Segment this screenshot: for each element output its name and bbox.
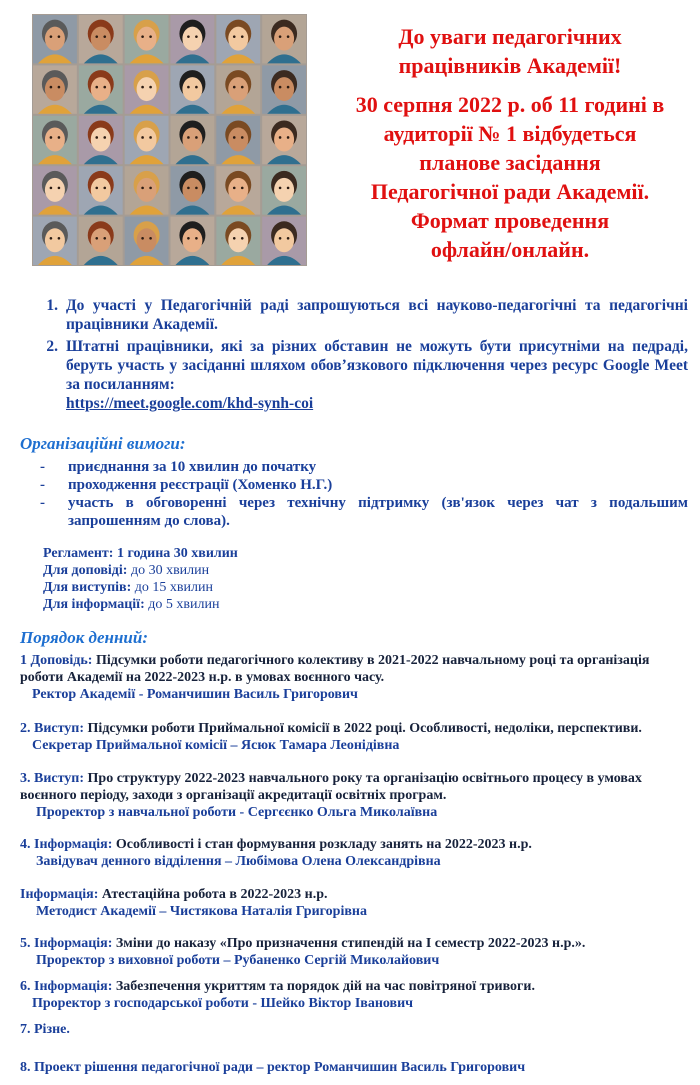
regulation-label: Для інформації:: [43, 597, 145, 612]
avatar-icon: [216, 15, 260, 63]
agenda-item: [20, 652, 688, 703]
agenda-prefix: 6. Інформація:: [20, 979, 113, 994]
agenda-topic: Підсумки роботи педагогічного колективу в 2021-2022 навчальному році та організація роботи Академії на 2022-2023 н.р. в умовах воєнного часу.: [20, 653, 650, 685]
agenda-prefix: 8. Проект рішення педагогічної ради – ректор Романчишин Василь Григорович: [20, 1060, 526, 1075]
agenda-item: [20, 720, 688, 754]
list-item: [40, 476, 688, 494]
dash-bullet: -: [40, 477, 45, 493]
avatar-icon: [125, 166, 169, 214]
avatar-icon: [33, 116, 77, 164]
announcement-line: аудиторії № 1 відбудеться: [383, 121, 637, 146]
avatar-icon: [171, 166, 215, 214]
regulation-total: Регламент: 1 година 30 хвилин: [43, 546, 238, 561]
avatar-icon: [216, 116, 260, 164]
regulation-block: [43, 545, 238, 613]
avatar-icon: [262, 15, 306, 63]
avatar-icon: [262, 217, 306, 265]
announcement-line: планове засідання: [419, 150, 601, 175]
announcement-line: працівників Академії!: [398, 53, 622, 78]
agenda-topic: Атестаційна робота в 2022-2023 н.р.: [101, 887, 328, 902]
agenda-item: [20, 836, 688, 870]
agenda-prefix: 1 Доповідь:: [20, 653, 93, 668]
avatar-icon: [33, 65, 77, 113]
list-text: проходження реєстрації (Хоменко Н.Г.): [68, 477, 333, 493]
agenda-item: [20, 935, 688, 969]
agenda-speaker: Секретар Приймальної комісії – Ясюк Тамара Леонідівна: [32, 738, 400, 753]
agenda-speaker: Проректор з виховної роботи – Рубаненко Сергій Миколайович: [36, 953, 440, 968]
avatar-icon: [33, 166, 77, 214]
announcement-line: Формат проведення: [410, 208, 610, 233]
avatar-icon: [125, 217, 169, 265]
agenda-topic: Забезпечення укриттям та порядок дій на час повітряної тривоги.: [115, 979, 535, 994]
agenda-prefix: 5. Інформація:: [20, 936, 113, 951]
list-number: 1.: [46, 297, 58, 314]
avatar-icon: [216, 217, 260, 265]
list-text: приєднання за 10 хвилин до початку: [68, 459, 317, 475]
agenda-item: [20, 1021, 688, 1038]
agenda-speaker: Проректор з господарської роботи - Шейко Віктор Іванович: [32, 996, 414, 1011]
agenda-speaker: Ректор Академії - Романчишин Василь Григорович: [32, 687, 358, 702]
list-item: [22, 296, 688, 334]
avatar-icon: [79, 217, 123, 265]
agenda-item: [20, 770, 688, 821]
list-text: До участі у Педагогічній раді запрошуються всі науково-педагогічні та педагогічні працівники Академії.: [66, 297, 688, 333]
list-item: [40, 458, 688, 476]
list-text: участь в обговоренні через технічну підтримку (зв'язок через чат з подальшим запрошенням до слова).: [68, 495, 688, 529]
avatar-icon: [262, 166, 306, 214]
intro-list: [22, 296, 688, 416]
announcement-line: Педагогічної ради Академії.: [370, 179, 650, 204]
announcement-line: До уваги педагогічних: [398, 24, 622, 49]
agenda-topic: Особливості і стан формування розкладу занять на 2022-2023 н.р.: [115, 837, 532, 852]
agenda-speaker: Проректор з навчальної роботи - Сергєєнко Ольга Миколаївна: [36, 805, 438, 820]
regulation-label: Для виступів:: [43, 580, 132, 595]
dash-bullet: -: [40, 459, 45, 475]
agenda-prefix: 7. Різне.: [20, 1022, 70, 1037]
agenda-topic: Про структуру 2022-2023 навчального року та організацію освітнього процесу в умовах воєнного періоду, заходи з організації акредитації освітніх програм.: [20, 771, 642, 803]
avatar-icon: [125, 65, 169, 113]
avatar-icon: [216, 166, 260, 214]
avatar-icon: [79, 166, 123, 214]
avatar-icon: [79, 15, 123, 63]
avatar-icon: [79, 65, 123, 113]
agenda-title: Порядок денний:: [20, 628, 148, 647]
avatar-icon: [262, 65, 306, 113]
avatar-icon: [33, 15, 77, 63]
avatar-icon: [79, 116, 123, 164]
list-text: Штатні працівники, які за різних обставин не можуть бути присутніми на педраді, беруть участь у засіданні шляхом обов’язкового підключення через ресурс Google Meet за посиланням:: [66, 338, 688, 393]
dash-bullet: -: [40, 495, 45, 511]
people-avatars-illustration: [32, 14, 307, 266]
avatar-icon: [216, 65, 260, 113]
agenda-prefix: 4. Інформація:: [20, 837, 113, 852]
avatar-icon: [125, 15, 169, 63]
requirements-list: [40, 458, 688, 530]
avatar-icon: [171, 116, 215, 164]
requirements-title: Організаційні вимоги:: [20, 434, 186, 453]
list-item: [22, 337, 688, 413]
avatar-icon: [171, 65, 215, 113]
agenda-speaker: Завідувач денного відділення – Любімова Олена Олександрівна: [36, 854, 441, 869]
agenda-item: [20, 886, 688, 920]
list-item: [40, 494, 688, 530]
agenda-prefix: Інформація:: [20, 887, 99, 902]
avatar-icon: [262, 116, 306, 164]
regulation-value: до 30 хвилин: [130, 563, 210, 578]
announcement-line: офлайн/онлайн.: [430, 237, 590, 262]
avatar-icon: [171, 15, 215, 63]
announcement-heading: [325, 22, 695, 264]
announcement-line: 30 серпня 2022 р. об 11 годині в: [355, 92, 665, 117]
avatar-icon: [125, 116, 169, 164]
regulation-value: до 15 хвилин: [134, 580, 213, 595]
list-number: 2.: [46, 338, 58, 355]
agenda-item: [20, 978, 688, 1012]
regulation-label: Для доповіді:: [43, 563, 128, 578]
avatar-icon: [171, 217, 215, 265]
agenda-prefix: 3. Виступ:: [20, 771, 85, 786]
avatar-icon: [33, 217, 77, 265]
regulation-value: до 5 хвилин: [148, 597, 220, 612]
agenda-topic: Підсумки роботи Приймальної комісії в 2022 році. Особливості, недоліки, перспективи.: [87, 721, 642, 736]
agenda-prefix: 2. Виступ:: [20, 721, 85, 736]
agenda-item: [20, 1059, 688, 1076]
agenda-speaker: Методист Академії – Чистякова Наталія Григорівна: [36, 904, 367, 919]
google-meet-link[interactable]: https://meet.google.com/khd-synh-coi: [66, 395, 314, 412]
agenda-topic: Зміни до наказу «Про призначення стипендій на І семестр 2022-2023 н.р.».: [115, 936, 586, 951]
